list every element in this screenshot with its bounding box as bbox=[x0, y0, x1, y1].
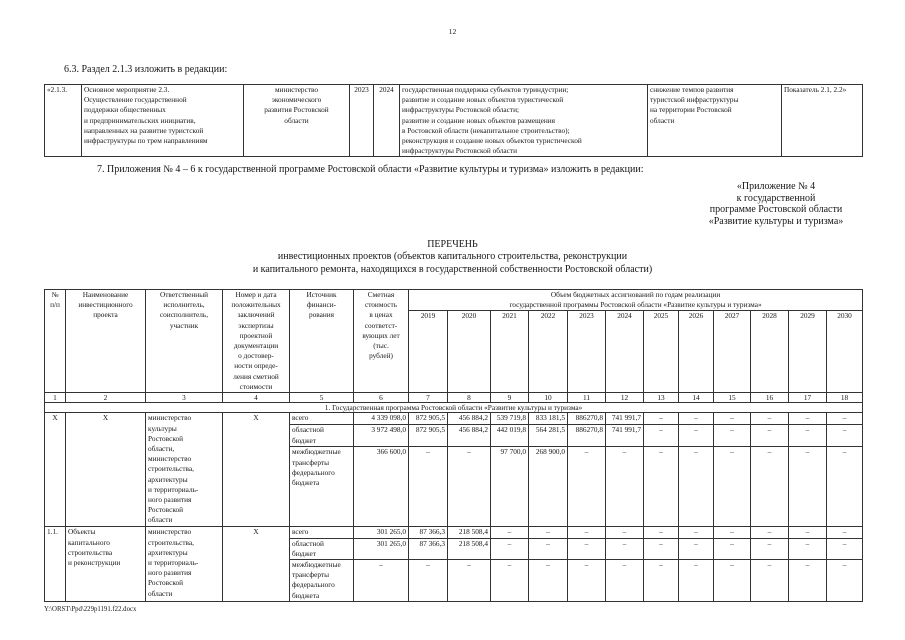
year-allocation: 87 366,3 bbox=[409, 527, 448, 538]
column-number: 3 bbox=[146, 393, 223, 403]
funding-source-row bbox=[45, 413, 863, 425]
year-allocation: 456 884,2 bbox=[448, 413, 491, 425]
column-number: 17 bbox=[789, 393, 827, 403]
year-allocation: – bbox=[827, 560, 863, 602]
measure-directions: государственная поддержка субъектов туриндустрии; развитие и создание новых объектов туристической инфраструктуры Ростовской области; развитие и создание новых объектов размещения в Ростовской области (некапитальное строительство); реконструкция и создание новых объектов туристической инфраструктуры Ростовской области bbox=[400, 85, 648, 157]
year-allocation: 456 884,2 bbox=[448, 425, 491, 447]
year-allocation: – bbox=[714, 527, 751, 538]
column-numbers-row bbox=[45, 393, 863, 403]
year-allocation: – bbox=[568, 447, 606, 527]
column-number: 1 bbox=[45, 393, 66, 403]
year-allocation: – bbox=[679, 413, 714, 425]
column-number: 4 bbox=[223, 393, 290, 403]
year-allocation: – bbox=[448, 447, 491, 527]
year-allocation: – bbox=[644, 527, 679, 538]
amendment-item-6-3: 6.3. Раздел 2.1.3 изложить в редакции: bbox=[64, 64, 228, 75]
project-number: X bbox=[45, 413, 66, 527]
header-year: 2028 bbox=[751, 311, 789, 393]
year-allocation: – bbox=[679, 560, 714, 602]
year-allocation: 218 508,4 bbox=[448, 527, 491, 538]
header-number: № п/п bbox=[45, 290, 66, 393]
header-year: 2021 bbox=[491, 311, 529, 393]
funding-source: межбюджетные трансферты федерального бюджета bbox=[290, 560, 354, 602]
estimated-cost: 3 972 498,0 bbox=[354, 425, 409, 447]
estimated-cost: – bbox=[354, 560, 409, 602]
year-allocation: – bbox=[827, 447, 863, 527]
year-allocation: – bbox=[827, 527, 863, 538]
year-allocation: – bbox=[714, 560, 751, 602]
measure-code: «2.1.3. bbox=[45, 85, 82, 157]
year-allocation: – bbox=[644, 560, 679, 602]
year-allocation: 886270,8 bbox=[568, 413, 606, 425]
column-number: 6 bbox=[354, 393, 409, 403]
project-expertise: X bbox=[223, 527, 290, 602]
year-allocation: – bbox=[606, 560, 644, 602]
funding-source: областной бюджет bbox=[290, 538, 354, 559]
list-subtitle: инвестиционных проектов (объектов капитального строительства, реконструкции и капитального ремонта, находящихся в государственной собственности Ростовской области) bbox=[252, 251, 653, 275]
column-number: 2 bbox=[66, 393, 146, 403]
year-allocation: – bbox=[448, 560, 491, 602]
page-number: 12 bbox=[448, 27, 457, 36]
year-allocation: – bbox=[714, 425, 751, 447]
header-year: 2029 bbox=[789, 311, 827, 393]
year-allocation: – bbox=[751, 425, 789, 447]
year-allocation: 564 281,5 bbox=[529, 425, 568, 447]
measure-name: Основное мероприятие 2.3. Осуществление государственной поддержки общественных и предпринимательских инициатив, направленных на развитие туристской инфраструктуры по трем направлениям bbox=[82, 85, 244, 157]
header-year: 2022 bbox=[529, 311, 568, 393]
year-allocation: – bbox=[714, 413, 751, 425]
year-allocation: 268 900,0 bbox=[529, 447, 568, 527]
year-allocation: – bbox=[606, 538, 644, 559]
project-expertise: X bbox=[223, 413, 290, 527]
column-number: 5 bbox=[290, 393, 354, 403]
year-allocation: – bbox=[827, 413, 863, 425]
year-allocation: 872 905,5 bbox=[409, 425, 448, 447]
program-section-title: 1. Государственная программа Ростовской области «Развитие культуры и туризма» bbox=[45, 403, 863, 413]
project-name: Объекты капитального строительства и реконструкции bbox=[66, 527, 146, 602]
column-number: 14 bbox=[679, 393, 714, 403]
appendix-heading: «Приложение № 4 к государственной программе Ростовской области «Развитие культуры и туризма» bbox=[708, 181, 844, 227]
year-allocation: – bbox=[789, 527, 827, 538]
measure-table bbox=[44, 84, 863, 157]
year-allocation: – bbox=[751, 413, 789, 425]
year-allocation: – bbox=[789, 447, 827, 527]
year-allocation: – bbox=[409, 447, 448, 527]
year-allocation: 442 019,8 bbox=[491, 425, 529, 447]
year-allocation: – bbox=[491, 527, 529, 538]
year-allocation: 741 991,7 bbox=[606, 413, 644, 425]
year-allocation: – bbox=[789, 538, 827, 559]
year-allocation: – bbox=[568, 527, 606, 538]
year-allocation: 87 366,3 bbox=[409, 538, 448, 559]
measure-consequences: снижение темпов развития туристской инфраструктуры на территории Ростовской области bbox=[648, 85, 782, 157]
column-number: 12 bbox=[606, 393, 644, 403]
amendment-item-7: 7. Приложения № 4 – 6 к государственной программе Ростовской области «Развитие культуры и туризма» изложить в редакции: bbox=[97, 164, 644, 175]
column-number: 8 bbox=[448, 393, 491, 403]
year-allocation: – bbox=[789, 560, 827, 602]
funding-source: межбюджетные трансферты федерального бюджета bbox=[290, 447, 354, 527]
estimated-cost: 4 339 098,0 bbox=[354, 413, 409, 425]
year-allocation: 886270,8 bbox=[568, 425, 606, 447]
year-allocation: – bbox=[714, 447, 751, 527]
header-executor: Ответственный исполнитель, соисполнитель, участник bbox=[146, 290, 223, 393]
header-year: 2027 bbox=[714, 311, 751, 393]
list-title: ПЕРЕЧЕНЬ bbox=[427, 239, 478, 250]
column-number: 10 bbox=[529, 393, 568, 403]
project-executor: министерство культуры Ростовской области, министерство строительства, архитектуры и территориаль- ного развития Ростовской области bbox=[146, 413, 223, 527]
year-allocation: – bbox=[491, 560, 529, 602]
project-name: X bbox=[66, 413, 146, 527]
year-allocation: – bbox=[679, 527, 714, 538]
year-allocation: – bbox=[751, 527, 789, 538]
year-allocation: – bbox=[606, 527, 644, 538]
investment-projects-table bbox=[44, 289, 863, 602]
header-allocations: Объем бюджетных ассигнований по годам реализации государственной программы Ростовской области «Развитие культуры и туризма» bbox=[409, 290, 863, 311]
year-allocation: 218 508,4 bbox=[448, 538, 491, 559]
year-allocation: – bbox=[714, 538, 751, 559]
measure-start-year: 2023 bbox=[350, 85, 374, 157]
table-header-row bbox=[45, 290, 863, 311]
header-project-name: Наименование инвестиционного проекта bbox=[66, 290, 146, 393]
year-allocation: 872 905,5 bbox=[409, 413, 448, 425]
header-year: 2026 bbox=[679, 311, 714, 393]
header-funding-source: Источник финанси- рования bbox=[290, 290, 354, 393]
year-allocation: – bbox=[568, 538, 606, 559]
header-estimated-cost: Сметная стоимость в ценах соответст- вующих лет (тыс. рублей) bbox=[354, 290, 409, 393]
year-allocation: 97 700,0 bbox=[491, 447, 529, 527]
year-allocation: – bbox=[409, 560, 448, 602]
footer-file-path: Y:\ORST\Ppd\229p1191.f22.docx bbox=[44, 606, 137, 613]
year-allocation: – bbox=[644, 447, 679, 527]
funding-source: областной бюджет bbox=[290, 425, 354, 447]
column-number: 18 bbox=[827, 393, 863, 403]
year-allocation: – bbox=[789, 425, 827, 447]
year-allocation: – bbox=[568, 560, 606, 602]
column-number: 11 bbox=[568, 393, 606, 403]
year-allocation: – bbox=[827, 425, 863, 447]
header-year: 2019 bbox=[409, 311, 448, 393]
year-allocation: – bbox=[679, 447, 714, 527]
program-section-row bbox=[45, 403, 863, 413]
year-allocation: – bbox=[606, 447, 644, 527]
measure-row bbox=[45, 85, 863, 157]
column-number: 7 bbox=[409, 393, 448, 403]
estimated-cost: 366 600,0 bbox=[354, 447, 409, 527]
year-allocation: – bbox=[751, 560, 789, 602]
year-allocation: – bbox=[529, 538, 568, 559]
estimated-cost: 301 265,0 bbox=[354, 538, 409, 559]
header-year: 2030 bbox=[827, 311, 863, 393]
year-allocation: – bbox=[751, 538, 789, 559]
measure-executor: министерство экономического развития Ростовской области bbox=[244, 85, 350, 157]
column-number: 9 bbox=[491, 393, 529, 403]
project-executor: министерство строительства, архитектуры и территориаль- ного развития Ростовской области bbox=[146, 527, 223, 602]
measure-end-year: 2024 bbox=[374, 85, 400, 157]
year-allocation: – bbox=[679, 425, 714, 447]
year-allocation: – bbox=[529, 527, 568, 538]
funding-source: всего bbox=[290, 527, 354, 538]
project-number: 1.1. bbox=[45, 527, 66, 602]
projects-table-body bbox=[45, 403, 863, 602]
funding-source: всего bbox=[290, 413, 354, 425]
year-allocation: – bbox=[644, 538, 679, 559]
estimated-cost: 301 265,0 bbox=[354, 527, 409, 538]
header-expertise: Номер и дата положительных заключений экспертизы проектной документации о достовер- ности опреде- ления сметной стоимости bbox=[223, 290, 290, 393]
header-year: 2020 bbox=[448, 311, 491, 393]
funding-source-row bbox=[45, 527, 863, 538]
header-year: 2024 bbox=[606, 311, 644, 393]
year-allocation: – bbox=[679, 538, 714, 559]
year-allocation: – bbox=[751, 447, 789, 527]
year-allocation: 539 719,8 bbox=[491, 413, 529, 425]
year-allocation: – bbox=[529, 560, 568, 602]
column-number: 16 bbox=[751, 393, 789, 403]
year-allocation: – bbox=[644, 413, 679, 425]
year-allocation: 741 991,7 bbox=[606, 425, 644, 447]
year-allocation: – bbox=[644, 425, 679, 447]
column-number: 13 bbox=[644, 393, 679, 403]
header-year: 2025 bbox=[644, 311, 679, 393]
header-year: 2023 bbox=[568, 311, 606, 393]
year-allocation: – bbox=[491, 538, 529, 559]
year-allocation: 833 181,5 bbox=[529, 413, 568, 425]
year-allocation: – bbox=[789, 413, 827, 425]
column-number: 15 bbox=[714, 393, 751, 403]
measure-indicators: Показатель 2.1, 2.2» bbox=[782, 85, 863, 157]
year-allocation: – bbox=[827, 538, 863, 559]
